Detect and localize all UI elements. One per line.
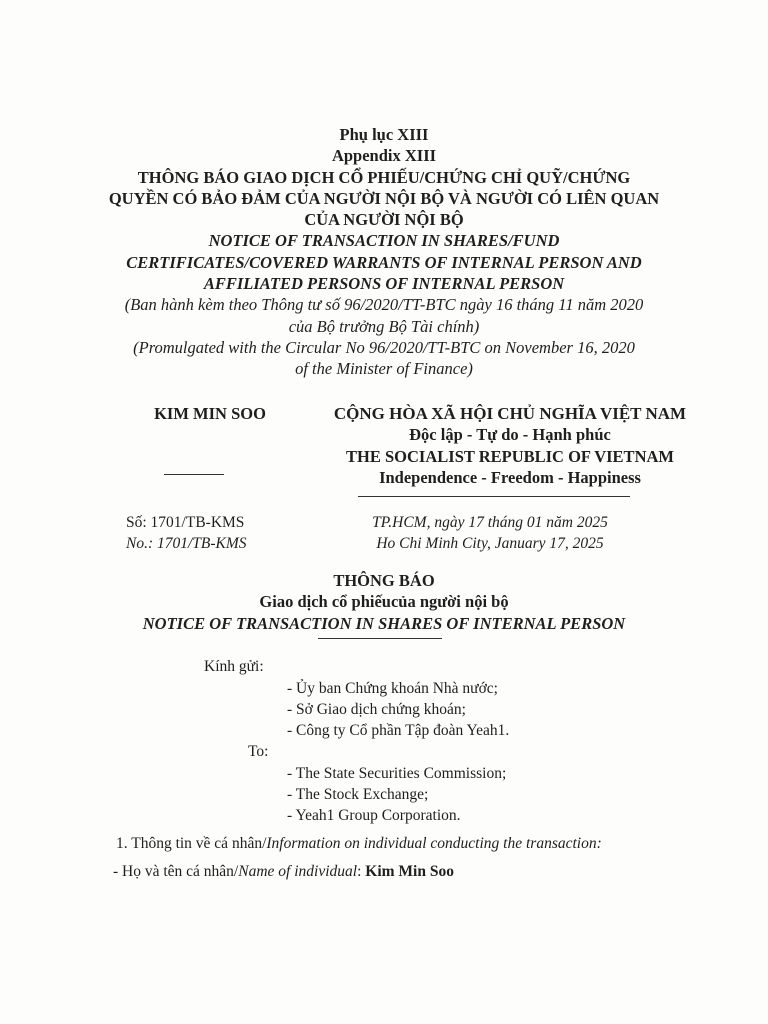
issued-note-vi-line1: (Ban hành kèm theo Thông tư số 96/2020/TT-BTC ngày 16 tháng 11 năm 2020 (124, 295, 644, 315)
notice-title-vi: THÔNG BÁO (333, 571, 435, 590)
republic-en: THE SOCIALIST REPUBLIC OF VIETNAM (346, 446, 674, 466)
individual-name-separator: : (357, 863, 366, 880)
form-title-en-line2: CERTIFICATES/COVERED WARRANTS OF INTERNAL PERSON AND (126, 252, 642, 272)
recipient-item-vi: - Công ty Cổ phần Tập đoàn Yeah1. (287, 722, 510, 739)
recipient-item-en: - The State Securities Commission; (287, 765, 507, 782)
individual-name-value: Kim Min Soo (365, 863, 454, 880)
document-number-vi: Số: 1701/TB-KMS (126, 514, 245, 531)
appendix-title-en: Appendix XIII (331, 146, 437, 166)
issued-note-en-line1: (Promulgated with the Circular No 96/2020/TT-BTC on November 16, 2020 (133, 337, 635, 357)
appendix-title-vi: Phụ lục XIII (339, 125, 429, 144)
form-title-vi-line3: CỦA NGƯỜI NỘI BỘ (304, 210, 464, 230)
recipients-label-en: To: (248, 743, 269, 760)
date-block (290, 512, 690, 555)
appendix-header (0, 124, 768, 380)
recipient-item-vi: - Sở Giao dịch chứng khoán; (287, 701, 466, 718)
national-header (300, 403, 720, 488)
sender-divider (164, 474, 224, 475)
form-title-vi-line1: THÔNG BÁO GIAO DỊCH CỔ PHIẾU/CHỨNG CHỈ QUỸ/CHỨNG (137, 167, 631, 187)
motto-vi: Độc lập - Tự do - Hạnh phúc (409, 425, 611, 445)
motto-en: Independence - Freedom - Happiness (379, 467, 641, 487)
issued-note-vi-line2: của Bộ trưởng Bộ Tài chính) (288, 316, 480, 336)
date-en: Ho Chi Minh City, January 17, 2025 (376, 535, 604, 553)
individual-name-row (113, 861, 454, 882)
recipient-item-en: - The Stock Exchange; (287, 786, 429, 803)
form-title-en-line3: AFFILIATED PERSONS OF INTERNAL PERSON (203, 274, 565, 294)
individual-name-label-en: Name of individual (238, 863, 358, 880)
document-number-en: No.: 1701/TB-KMS (126, 535, 247, 552)
section-1-heading (116, 833, 602, 854)
motto-divider (358, 496, 630, 497)
notice-divider (318, 638, 442, 639)
form-title-vi-line2: QUYỀN CÓ BẢO ĐẢM CỦA NGƯỜI NỘI BỘ VÀ NGƯỜI CÓ LIÊN QUAN (108, 188, 660, 208)
recipient-item-vi: - Ủy ban Chứng khoán Nhà nước; (287, 680, 498, 697)
notice-subtitle-en: NOTICE OF TRANSACTION IN SHARES OF INTERNAL PERSON (142, 613, 626, 633)
issued-note-en-line2: of the Minister of Finance) (295, 359, 473, 379)
recipient-item-en: - Yeah1 Group Corporation. (287, 807, 461, 824)
notice-subtitle-vi: Giao dịch cổ phiếucủa người nội bộ (259, 592, 509, 612)
date-vi: TP.HCM, ngày 17 tháng 01 năm 2025 (372, 514, 608, 531)
recipients-label-vi: Kính gửi: (204, 658, 264, 675)
notice-heading (0, 570, 768, 634)
section-1-heading-en: Information on individual conducting the transaction: (266, 835, 602, 852)
sender-block (115, 403, 305, 424)
section-1-heading-vi: 1. Thông tin về cá nhân/ (116, 835, 267, 852)
sender-name: KIM MIN SOO (154, 404, 266, 423)
form-title-en-line1: NOTICE OF TRANSACTION IN SHARES/FUND (208, 231, 560, 251)
republic-vi: CỘNG HÒA XÃ HỘI CHỦ NGHĨA VIỆT NAM (333, 404, 687, 423)
individual-name-label-vi: - Họ và tên cá nhân/ (113, 863, 239, 880)
